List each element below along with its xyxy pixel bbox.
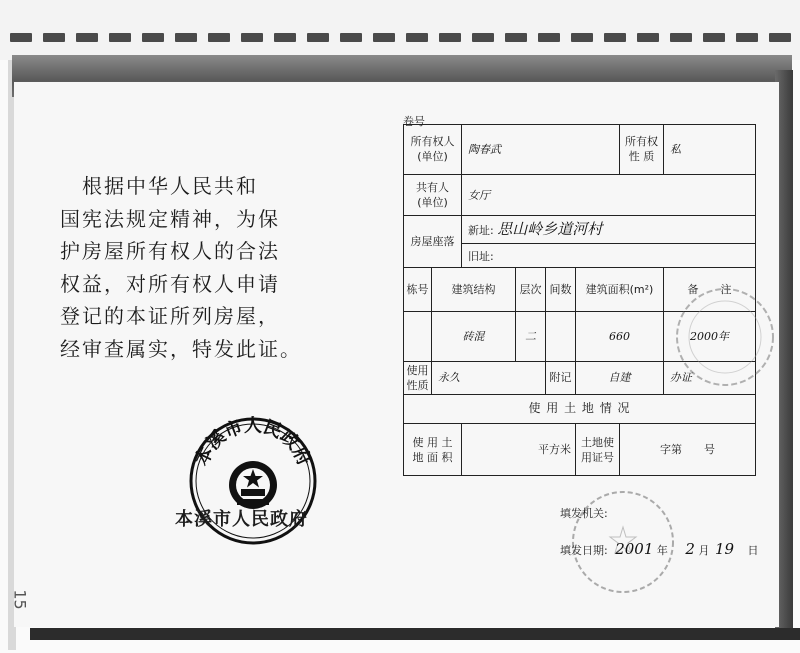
col-rooms: 间数	[546, 268, 576, 312]
floors-value: 二	[516, 311, 546, 361]
punch-hole	[604, 33, 626, 42]
structure-value: 砖混	[432, 311, 516, 361]
punch-hole	[637, 33, 659, 42]
punch-hole	[472, 33, 494, 42]
old-address	[462, 244, 756, 268]
owner-value: 陶春武	[462, 125, 620, 175]
usage-value: 永久	[432, 361, 546, 394]
certificate-statement	[60, 170, 320, 365]
seal-text: 本溪市人民政府	[191, 415, 315, 469]
statement-line: 经审查属实，特发此证。	[60, 336, 302, 361]
statement-line: 权益，对所有权人申请	[60, 271, 280, 296]
punch-hole	[571, 33, 593, 42]
volume-number-label: 卷号	[403, 115, 425, 128]
ownership-nature-value: 私	[664, 125, 756, 175]
date-label: 填发日期:	[560, 544, 608, 557]
usage-label: 使用 性质	[404, 361, 432, 394]
land-info-row	[404, 424, 756, 476]
old-address-label: 旧址:	[468, 249, 494, 263]
month-unit: 月	[698, 544, 710, 557]
issue-year: 2001	[615, 540, 654, 558]
col-floors: 层次	[516, 268, 546, 312]
punch-hole	[340, 33, 362, 42]
statement-line: 根据中华人民共和	[82, 174, 258, 198]
remarks-value: 2000年	[664, 311, 756, 361]
new-address-row	[404, 216, 756, 244]
land-section-title: 使 用 土 地 情 况	[404, 394, 756, 423]
col-remarks: 备 注	[664, 268, 756, 312]
col-area: 建筑面积(m²)	[576, 268, 664, 312]
punch-hole	[703, 33, 725, 42]
issue-month: 2	[685, 540, 695, 558]
land-cert-number: 字第 号	[620, 424, 756, 476]
ownership-nature-label: 所有权 性 质	[620, 125, 664, 175]
appendix-label: 附记	[546, 361, 576, 394]
owner-label: 所有权人 (单位)	[404, 125, 462, 175]
issue-day: 19	[714, 540, 735, 558]
punch-hole	[505, 33, 527, 42]
day-unit: 日	[747, 544, 759, 557]
owner-row	[404, 125, 756, 175]
land-area-label: 使 用 土 地 面 积	[404, 424, 462, 476]
new-address-value: 思山岭乡道河村	[497, 219, 603, 238]
punch-hole	[76, 33, 98, 42]
punch-hole	[10, 33, 32, 42]
land-unit: 平方米	[462, 424, 576, 476]
punch-hole	[307, 33, 329, 42]
punch-hole	[241, 33, 263, 42]
appendix-value: 自建	[576, 361, 664, 394]
new-address	[462, 216, 756, 244]
co-owner-label: 共有人 (单位)	[404, 174, 462, 216]
punch-hole	[175, 33, 197, 42]
area-value: 660	[576, 311, 664, 361]
punch-hole	[439, 33, 461, 42]
punch-hole	[274, 33, 296, 42]
co-owner-row	[404, 174, 756, 216]
building-no-value	[404, 311, 432, 361]
col-structure: 建筑结构	[432, 268, 516, 312]
punch-hole	[208, 33, 230, 42]
co-owner-value: 女厅	[462, 174, 756, 216]
land-section-row	[404, 394, 756, 423]
punch-hole	[736, 33, 758, 42]
year-unit: 年	[656, 544, 668, 557]
location-label: 房屋座落	[404, 216, 462, 268]
issue-date	[560, 540, 759, 558]
punch-hole	[43, 33, 65, 42]
punch-hole	[406, 33, 428, 42]
new-address-label: 新址:	[468, 223, 494, 237]
appendix-extra: 办证	[664, 361, 756, 394]
scan-top-strip	[0, 0, 800, 60]
punch-hole	[769, 33, 791, 42]
faint-official-stamp	[673, 285, 778, 390]
punch-hole	[373, 33, 395, 42]
statement-line: 登记的本证所列房屋，	[60, 304, 280, 328]
page-number: 15	[10, 589, 30, 610]
svg-text:本溪市人民政府	[190, 415, 315, 469]
issuing-government: 本溪市人民政府	[175, 509, 308, 530]
punch-hole	[670, 33, 692, 42]
col-building-no: 栋号	[404, 268, 432, 312]
issuer-label: 填发机关:	[560, 507, 608, 520]
statement-line: 护房屋所有权人的合法	[60, 239, 280, 263]
punch-hole	[538, 33, 560, 42]
punch-hole	[142, 33, 164, 42]
punch-hole	[109, 33, 131, 42]
rooms-value	[546, 311, 576, 361]
land-cert-label: 土地使 用证号	[576, 424, 620, 476]
statement-line: 国宪法规定精神，为保	[60, 206, 280, 231]
scan-bottom-shadow	[30, 628, 800, 640]
